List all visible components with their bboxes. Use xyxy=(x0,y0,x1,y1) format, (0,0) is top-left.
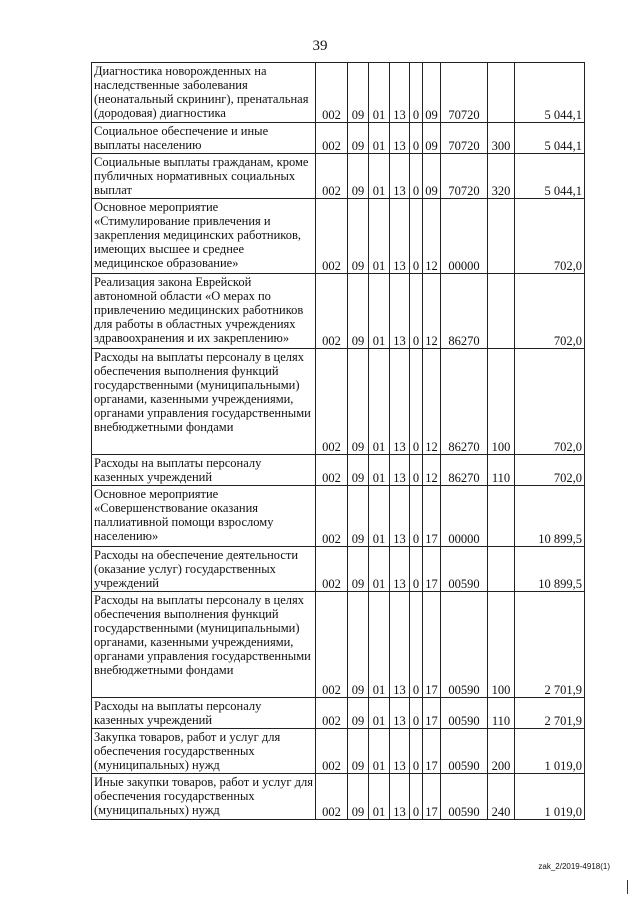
ministry-code: 002 xyxy=(316,486,348,547)
subsection-code: 01 xyxy=(369,547,390,592)
section-code: 09 xyxy=(348,592,369,698)
direction-code: 70720 xyxy=(441,63,488,123)
subsection-code: 01 xyxy=(369,274,390,349)
amount: 10 899,5 xyxy=(515,547,585,592)
main-activity-code: 12 xyxy=(423,199,441,274)
program-code: 13 xyxy=(390,547,410,592)
amount: 702,0 xyxy=(515,349,585,455)
table-row xyxy=(92,698,585,729)
subsection-code: 01 xyxy=(369,123,390,154)
subprogram-code: 0 xyxy=(410,698,423,729)
section-code: 09 xyxy=(348,774,369,820)
row-name: Расходы на выплаты персоналу в целях обеспечения выполнения функций государственными (муниципальными) органами, казенными учреждениями, органами управления государственными внебюджетными фондами xyxy=(92,592,316,698)
section-code: 09 xyxy=(348,547,369,592)
program-code: 13 xyxy=(390,349,410,455)
amount: 2 701,9 xyxy=(515,592,585,698)
row-name: Социальное обеспечение и иные выплаты населению xyxy=(92,123,316,154)
expense-type-code: 240 xyxy=(488,774,515,820)
table-row xyxy=(92,547,585,592)
expense-type-code xyxy=(488,199,515,274)
table-row xyxy=(92,486,585,547)
direction-code: 00000 xyxy=(441,199,488,274)
program-code: 13 xyxy=(390,123,410,154)
main-activity-code: 12 xyxy=(423,455,441,486)
subsection-code: 01 xyxy=(369,774,390,820)
direction-code: 70720 xyxy=(441,154,488,199)
program-code: 13 xyxy=(390,199,410,274)
table-body xyxy=(92,63,585,820)
ministry-code: 002 xyxy=(316,63,348,123)
subsection-code: 01 xyxy=(369,486,390,547)
ministry-code: 002 xyxy=(316,123,348,154)
table-row xyxy=(92,729,585,774)
subprogram-code: 0 xyxy=(410,729,423,774)
ministry-code: 002 xyxy=(316,774,348,820)
main-activity-code: 09 xyxy=(423,123,441,154)
ministry-code: 002 xyxy=(316,154,348,199)
subsection-code: 01 xyxy=(369,63,390,123)
expense-type-code: 300 xyxy=(488,123,515,154)
section-code: 09 xyxy=(348,199,369,274)
ministry-code: 002 xyxy=(316,729,348,774)
row-name: Диагностика новорожденных на наследственные заболевания (неонатальный скрининг), пренатальная (дородовая) диагностика xyxy=(92,63,316,123)
row-name: Расходы на выплаты персоналу в целях обеспечения выполнения функций государственными (муниципальными) органами, казенными учреждениями, органами управления государственными внебюджетными фондами xyxy=(92,349,316,455)
program-code: 13 xyxy=(390,63,410,123)
program-code: 13 xyxy=(390,455,410,486)
subsection-code: 01 xyxy=(369,154,390,199)
section-code: 09 xyxy=(348,274,369,349)
expense-type-code: 100 xyxy=(488,349,515,455)
direction-code: 86270 xyxy=(441,274,488,349)
row-name: Основное мероприятие «Стимулирование привлечения и закрепления медицинских работников, имеющих высшее и среднее медицинское образование» xyxy=(92,199,316,274)
section-code: 09 xyxy=(348,123,369,154)
row-name: Социальные выплаты гражданам, кроме публичных нормативных социальных выплат xyxy=(92,154,316,199)
direction-code: 00590 xyxy=(441,698,488,729)
amount: 10 899,5 xyxy=(515,486,585,547)
row-name: Расходы на обеспечение деятельности (оказание услуг) государственных учреждений xyxy=(92,547,316,592)
subprogram-code: 0 xyxy=(410,547,423,592)
table-row xyxy=(92,274,585,349)
ministry-code: 002 xyxy=(316,455,348,486)
program-code: 13 xyxy=(390,729,410,774)
main-activity-code: 12 xyxy=(423,274,441,349)
page-number: 39 xyxy=(312,38,328,54)
program-code: 13 xyxy=(390,274,410,349)
section-code: 09 xyxy=(348,349,369,455)
expense-type-code: 110 xyxy=(488,455,515,486)
row-name: Расходы на выплаты персоналу казенных учреждений xyxy=(92,455,316,486)
section-code: 09 xyxy=(348,154,369,199)
main-activity-code: 17 xyxy=(423,547,441,592)
direction-code: 00590 xyxy=(441,547,488,592)
table-row xyxy=(92,154,585,199)
ministry-code: 002 xyxy=(316,349,348,455)
subsection-code: 01 xyxy=(369,698,390,729)
table-row xyxy=(92,199,585,274)
subprogram-code: 0 xyxy=(410,63,423,123)
direction-code: 00000 xyxy=(441,486,488,547)
program-code: 13 xyxy=(390,592,410,698)
row-name: Иные закупки товаров, работ и услуг для обеспечения государственных (муниципальных) нужд xyxy=(92,774,316,820)
amount: 702,0 xyxy=(515,199,585,274)
footer-code: zak_2/2019-4918(1) xyxy=(538,862,610,871)
main-activity-code: 09 xyxy=(423,154,441,199)
expense-type-code: 110 xyxy=(488,698,515,729)
amount: 1 019,0 xyxy=(515,729,585,774)
main-activity-code: 17 xyxy=(423,698,441,729)
main-activity-code: 17 xyxy=(423,729,441,774)
program-code: 13 xyxy=(390,774,410,820)
expense-type-code xyxy=(488,547,515,592)
amount: 1 019,0 xyxy=(515,774,585,820)
row-name: Расходы на выплаты персоналу казенных учреждений xyxy=(92,698,316,729)
expense-type-code: 100 xyxy=(488,592,515,698)
subsection-code: 01 xyxy=(369,199,390,274)
program-code: 13 xyxy=(390,154,410,199)
expense-type-code xyxy=(488,63,515,123)
amount: 702,0 xyxy=(515,274,585,349)
row-name: Реализация закона Еврейской автономной области «О мерах по привлечению медицинских работников для работы в областных учреждениях здравоохранения и их закреплению» xyxy=(92,274,316,349)
amount: 5 044,1 xyxy=(515,123,585,154)
subsection-code: 01 xyxy=(369,455,390,486)
ministry-code: 002 xyxy=(316,592,348,698)
main-activity-code: 09 xyxy=(423,63,441,123)
subprogram-code: 0 xyxy=(410,274,423,349)
expense-type-code xyxy=(488,274,515,349)
subprogram-code: 0 xyxy=(410,774,423,820)
subsection-code: 01 xyxy=(369,729,390,774)
amount: 702,0 xyxy=(515,455,585,486)
subprogram-code: 0 xyxy=(410,455,423,486)
subprogram-code: 0 xyxy=(410,199,423,274)
amount: 2 701,9 xyxy=(515,698,585,729)
subsection-code: 01 xyxy=(369,349,390,455)
table-row xyxy=(92,592,585,698)
subprogram-code: 0 xyxy=(410,349,423,455)
direction-code: 00590 xyxy=(441,729,488,774)
subprogram-code: 0 xyxy=(410,154,423,199)
direction-code: 70720 xyxy=(441,123,488,154)
row-name: Закупка товаров, работ и услуг для обеспечения государственных (муниципальных) нужд xyxy=(92,729,316,774)
direction-code: 00590 xyxy=(441,592,488,698)
section-code: 09 xyxy=(348,729,369,774)
expense-type-code: 200 xyxy=(488,729,515,774)
margin-mark xyxy=(627,880,628,894)
subsection-code: 01 xyxy=(369,592,390,698)
row-name: Основное мероприятие «Совершенствование оказания паллиативной помощи взрослому населению» xyxy=(92,486,316,547)
ministry-code: 002 xyxy=(316,547,348,592)
table-row xyxy=(92,774,585,820)
section-code: 09 xyxy=(348,698,369,729)
budget-table xyxy=(91,62,585,820)
direction-code: 00590 xyxy=(441,774,488,820)
expense-type-code: 320 xyxy=(488,154,515,199)
table-row xyxy=(92,349,585,455)
table-row xyxy=(92,63,585,123)
subprogram-code: 0 xyxy=(410,592,423,698)
table-row xyxy=(92,123,585,154)
section-code: 09 xyxy=(348,455,369,486)
main-activity-code: 17 xyxy=(423,486,441,547)
amount: 5 044,1 xyxy=(515,154,585,199)
ministry-code: 002 xyxy=(316,199,348,274)
program-code: 13 xyxy=(390,698,410,729)
main-activity-code: 17 xyxy=(423,774,441,820)
section-code: 09 xyxy=(348,63,369,123)
amount: 5 044,1 xyxy=(515,63,585,123)
expense-type-code xyxy=(488,486,515,547)
direction-code: 86270 xyxy=(441,455,488,486)
main-activity-code: 17 xyxy=(423,592,441,698)
program-code: 13 xyxy=(390,486,410,547)
subprogram-code: 0 xyxy=(410,486,423,547)
main-activity-code: 12 xyxy=(423,349,441,455)
ministry-code: 002 xyxy=(316,274,348,349)
subprogram-code: 0 xyxy=(410,123,423,154)
section-code: 09 xyxy=(348,486,369,547)
ministry-code: 002 xyxy=(316,698,348,729)
table-row xyxy=(92,455,585,486)
direction-code: 86270 xyxy=(441,349,488,455)
